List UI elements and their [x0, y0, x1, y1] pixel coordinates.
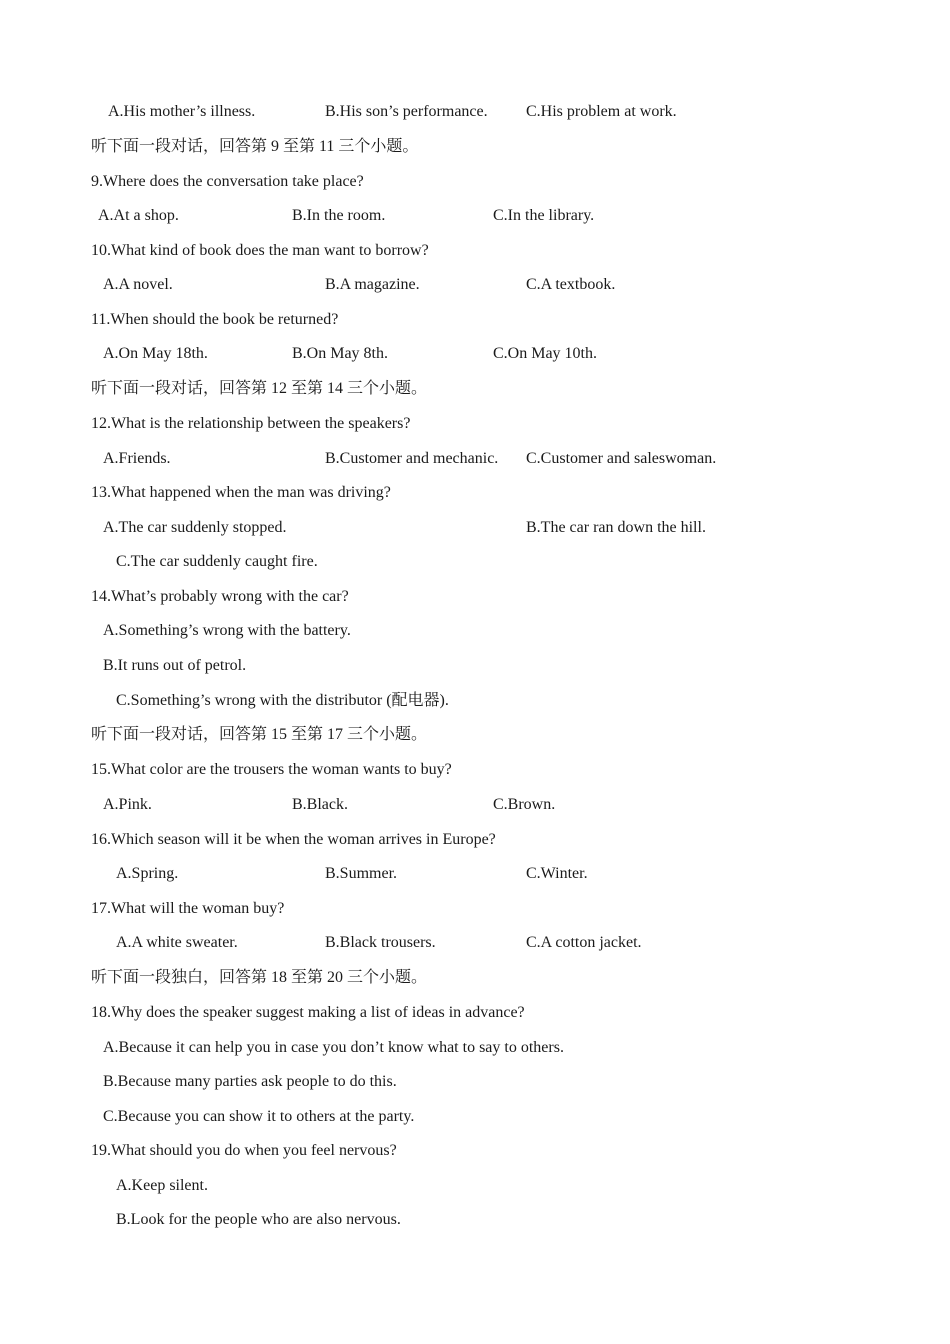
q8-option-c: C.His problem at work. [526, 103, 677, 120]
q9-option-a: A.At a shop. [98, 207, 179, 224]
section-heading-18-20: 听下面一段独白，回答第 18 至第 20 三个小题。 [91, 969, 428, 986]
q15-option-b: B.Black. [292, 796, 348, 813]
q11-option-c: C.On May 10th. [493, 345, 597, 362]
q14-option-c: C.Something’s wrong with the distributor (配电器). [116, 692, 449, 709]
q16-option-b: B.Summer. [325, 865, 398, 882]
q10-option-a: A.A novel. [103, 276, 173, 293]
q14-option-a: A.Something’s wrong with the battery. [103, 622, 351, 639]
q17-option-b: B.Black trousers. [325, 934, 436, 951]
section-heading-9-11: 听下面一段对话，回答第 9 至第 11 三个小题。 [91, 138, 419, 155]
q10-option-c: C.A textbook. [526, 276, 616, 293]
q13-option-b: B.The car ran down the hill. [526, 519, 706, 536]
q12-option-c: C.Customer and saleswoman. [526, 450, 717, 467]
q18-option-c: C.Because you can show it to others at the party. [103, 1108, 415, 1125]
q11-option-b: B.On May 8th. [292, 345, 388, 362]
question-11: 11.When should the book be returned? [91, 311, 339, 328]
question-9: 9.Where does the conversation take place? [91, 173, 364, 190]
question-13: 13.What happened when the man was driving? [91, 484, 391, 501]
question-15: 15.What color are the trousers the woman wants to buy? [91, 761, 452, 778]
q12-option-b: B.Customer and mechanic. [325, 450, 499, 467]
q13-option-a: A.The car suddenly stopped. [103, 519, 287, 536]
q19-option-b: B.Look for the people who are also nervous. [116, 1211, 401, 1228]
q8-option-a: A.His mother’s illness. [108, 103, 256, 120]
q17-option-a: A.A white sweater. [116, 934, 238, 951]
section-heading-15-17: 听下面一段对话，回答第 15 至第 17 三个小题。 [91, 726, 428, 743]
question-17: 17.What will the woman buy? [91, 900, 285, 917]
question-12: 12.What is the relationship between the speakers? [91, 415, 411, 432]
q18-option-b: B.Because many parties ask people to do this. [103, 1073, 397, 1090]
q12-option-a: A.Friends. [103, 450, 171, 467]
q9-option-b: B.In the room. [292, 207, 386, 224]
q17-option-c: C.A cotton jacket. [526, 934, 642, 951]
q19-option-a: A.Keep silent. [116, 1177, 208, 1194]
question-19: 19.What should you do when you feel nervous? [91, 1142, 397, 1159]
q16-option-a: A.Spring. [116, 865, 179, 882]
q16-option-c: C.Winter. [526, 865, 588, 882]
q14-option-b: B.It runs out of petrol. [103, 657, 247, 674]
section-heading-12-14: 听下面一段对话，回答第 12 至第 14 三个小题。 [91, 380, 428, 397]
q15-option-a: A.Pink. [103, 796, 152, 813]
question-16: 16.Which season will it be when the woman arrives in Europe? [91, 831, 496, 848]
q10-option-b: B.A magazine. [325, 276, 420, 293]
question-14: 14.What’s probably wrong with the car? [91, 588, 349, 605]
q15-option-c: C.Brown. [493, 796, 556, 813]
question-10: 10.What kind of book does the man want to borrow? [91, 242, 429, 259]
q9-option-c: C.In the library. [493, 207, 595, 224]
q11-option-a: A.On May 18th. [103, 345, 208, 362]
q18-option-a: A.Because it can help you in case you don’t know what to say to others. [103, 1039, 564, 1056]
question-18: 18.Why does the speaker suggest making a list of ideas in advance? [91, 1004, 525, 1021]
q13-option-c: C.The car suddenly caught fire. [116, 553, 318, 570]
q8-option-b: B.His son’s performance. [325, 103, 488, 120]
